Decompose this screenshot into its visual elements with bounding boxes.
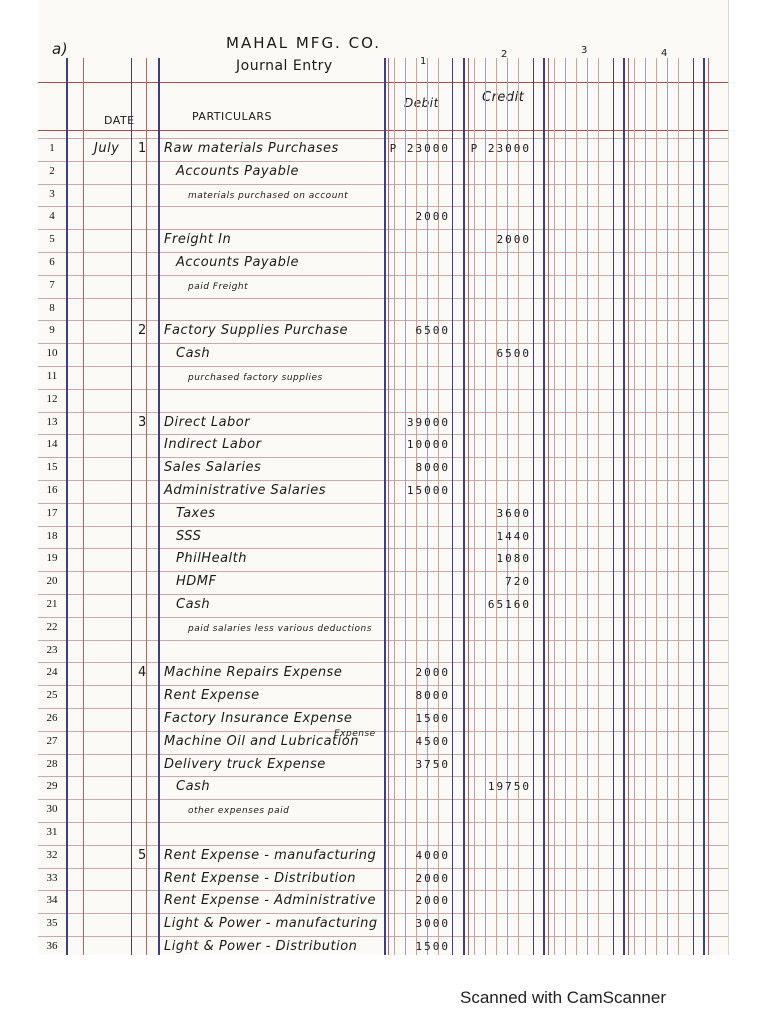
col-number-1: 1 — [420, 56, 427, 67]
row-number: 14 — [46, 438, 58, 451]
row-number: 9 — [49, 324, 55, 337]
account-title: Delivery truck Expense — [164, 756, 326, 772]
column-rule — [693, 58, 694, 955]
date-header: DATE — [104, 114, 135, 127]
row-number: 15 — [46, 461, 58, 474]
credit-amount: P 23000 — [470, 142, 531, 155]
debit-amount: 6500 — [415, 324, 450, 338]
money-subcolumn-rule — [485, 58, 486, 955]
col-number-2: 2 — [501, 49, 508, 60]
money-subcolumn-rule — [416, 58, 417, 955]
page-title: Journal Entry — [236, 58, 333, 74]
debit-amount: 1500 — [415, 940, 450, 953]
account-title: Light & Power - Distribution — [164, 939, 358, 954]
row-number: 35 — [46, 917, 58, 930]
entry-day: 4 — [138, 665, 147, 681]
account-title: Light & Power - manufacturing — [164, 916, 378, 932]
row-number: 11 — [46, 370, 58, 382]
money-subcolumn-rule — [634, 58, 635, 955]
credit-amount: 2000 — [496, 233, 531, 247]
column-rule — [548, 58, 549, 955]
account-title: Rent Expense - Administrative — [164, 893, 376, 909]
credit-header: Credit — [482, 90, 525, 105]
row-number: 28 — [46, 757, 58, 770]
account-title: Rent Expense - manufacturing — [164, 847, 377, 863]
row-number: 22 — [46, 620, 58, 633]
column-rule — [533, 58, 534, 955]
row-number: 23 — [46, 643, 58, 656]
row-number: 31 — [46, 826, 58, 838]
account-note: Expense — [334, 728, 376, 739]
column-rule — [146, 58, 147, 955]
money-subcolumn-rule — [394, 58, 395, 955]
debit-amount: P 23000 — [389, 142, 450, 155]
money-subcolumn-rule — [554, 58, 555, 955]
row-number: 29 — [46, 780, 58, 793]
row-number: 20 — [46, 575, 58, 588]
column-rule — [388, 58, 389, 955]
row-number: 25 — [46, 689, 58, 702]
entry-explanation: other expenses paid — [188, 806, 290, 817]
row-number: 18 — [46, 529, 58, 542]
debit-amount: 10000 — [406, 438, 450, 452]
row-number: 27 — [46, 734, 58, 747]
column-rule — [158, 58, 160, 955]
entry-day: 1 — [138, 141, 147, 156]
row-number: 19 — [46, 552, 58, 565]
row-number: 26 — [46, 712, 58, 724]
money-subcolumn-rule — [438, 58, 439, 955]
credit-amount: 6500 — [496, 347, 531, 361]
money-subcolumn-rule — [405, 58, 406, 955]
account-title: Machine Repairs Expense — [164, 665, 343, 681]
row-number: 4 — [49, 210, 55, 223]
money-subcolumn-rule — [667, 58, 668, 955]
account-title: Factory Supplies Purchase — [164, 323, 348, 339]
debit-amount: 3750 — [415, 757, 450, 771]
account-title: Sales Salaries — [164, 460, 262, 476]
debit-amount: 2000 — [415, 871, 450, 885]
row-number: 3 — [49, 187, 55, 200]
money-subcolumn-rule — [598, 58, 599, 955]
debit-amount: 15000 — [406, 484, 450, 497]
debit-amount: 2000 — [415, 210, 450, 224]
col-number-4: 4 — [661, 48, 668, 59]
row-number: 17 — [46, 506, 58, 519]
account-title: Taxes — [176, 505, 216, 521]
column-rule — [613, 58, 614, 955]
problem-label: a) — [52, 40, 69, 58]
entry-day: 5 — [138, 847, 147, 863]
entry-explanation: paid salaries less various deductions — [188, 623, 372, 634]
row-number: 13 — [46, 415, 58, 428]
row-number: 10 — [46, 347, 58, 360]
row-number: 7 — [49, 278, 55, 291]
row-number: 6 — [49, 256, 55, 268]
row-number: 5 — [49, 233, 55, 246]
credit-amount: 19750 — [487, 780, 531, 794]
column-rule — [131, 58, 132, 955]
account-title: Cash — [176, 346, 211, 362]
row-number: 34 — [46, 894, 58, 907]
credit-amount: 720 — [505, 575, 531, 589]
column-rule — [708, 58, 709, 955]
row-number: 1 — [49, 142, 55, 154]
credit-amount: 1440 — [496, 529, 531, 543]
account-title: Rent Expense - Distribution — [164, 870, 356, 886]
row-number: 36 — [46, 940, 58, 952]
particulars-header: PARTICULARS — [192, 110, 273, 123]
money-subcolumn-rule — [656, 58, 657, 955]
debit-amount: 4500 — [415, 734, 450, 748]
account-title: Indirect Labor — [164, 437, 262, 453]
row-number: 32 — [46, 848, 58, 861]
debit-amount: 2000 — [415, 894, 450, 908]
scanner-footer: Scanned with CamScanner — [460, 988, 667, 1007]
journal-sheet — [38, 0, 729, 955]
account-title: HDMF — [176, 574, 217, 590]
column-rule — [703, 58, 705, 955]
column-rule — [543, 58, 545, 955]
account-title: Direct Labor — [164, 414, 251, 430]
row-number: 16 — [46, 484, 58, 496]
row-number: 24 — [46, 666, 58, 679]
account-title: Factory Insurance Expense — [164, 711, 353, 726]
column-rule — [452, 58, 453, 955]
row-number: 12 — [46, 392, 58, 405]
row-number: 21 — [46, 598, 58, 610]
entry-explanation: purchased factory supplies — [188, 373, 323, 383]
credit-amount: 3600 — [496, 506, 531, 520]
account-title: PhilHealth — [176, 551, 247, 567]
debit-amount: 3000 — [415, 917, 450, 931]
debit-amount: 8000 — [415, 461, 450, 475]
account-title: Machine Oil and Lubrication — [164, 733, 359, 749]
money-subcolumn-rule — [474, 58, 475, 955]
credit-amount: 1080 — [496, 552, 531, 566]
row-number: 33 — [46, 871, 58, 884]
column-rule — [384, 58, 386, 955]
entry-explanation: paid Freight — [188, 281, 249, 292]
money-subcolumn-rule — [565, 58, 566, 955]
credit-amount: 65160 — [487, 598, 531, 611]
row-number: 30 — [46, 803, 58, 816]
debit-amount: 39000 — [406, 415, 450, 429]
column-rule — [628, 58, 629, 955]
account-title: Administrative Salaries — [164, 483, 327, 498]
debit-amount: 2000 — [415, 666, 450, 680]
account-title: Accounts Payable — [176, 255, 299, 270]
account-title: Cash — [176, 597, 211, 612]
account-title: Raw materials Purchases — [164, 141, 339, 156]
account-title: Rent Expense — [164, 688, 260, 704]
column-rule — [468, 58, 469, 955]
debit-amount: 1500 — [415, 712, 450, 725]
row-number: 8 — [49, 301, 55, 314]
company-name: MAHAL MFG. CO. — [226, 34, 382, 52]
entry-day: 2 — [138, 323, 147, 339]
debit-amount: 4000 — [415, 848, 450, 862]
entry-day: 3 — [138, 414, 147, 430]
money-subcolumn-rule — [576, 58, 577, 955]
column-rule — [83, 58, 84, 955]
column-rule — [623, 58, 625, 955]
entry-explanation: materials purchased on account — [188, 190, 349, 201]
money-subcolumn-rule — [678, 58, 679, 955]
money-subcolumn-rule — [587, 58, 588, 955]
entry-month: July — [94, 141, 120, 156]
account-title: SSS — [176, 528, 202, 544]
account-title: Accounts Payable — [176, 163, 299, 179]
debit-amount: 8000 — [415, 689, 450, 703]
column-rule — [463, 58, 465, 955]
money-subcolumn-rule — [427, 58, 428, 955]
row-number: 2 — [49, 164, 55, 177]
account-title: Cash — [176, 779, 211, 795]
col-number-3: 3 — [581, 45, 588, 56]
account-title: Freight In — [164, 232, 232, 248]
money-subcolumn-rule — [645, 58, 646, 955]
debit-header: Debit — [404, 96, 439, 110]
column-rule — [66, 58, 68, 955]
